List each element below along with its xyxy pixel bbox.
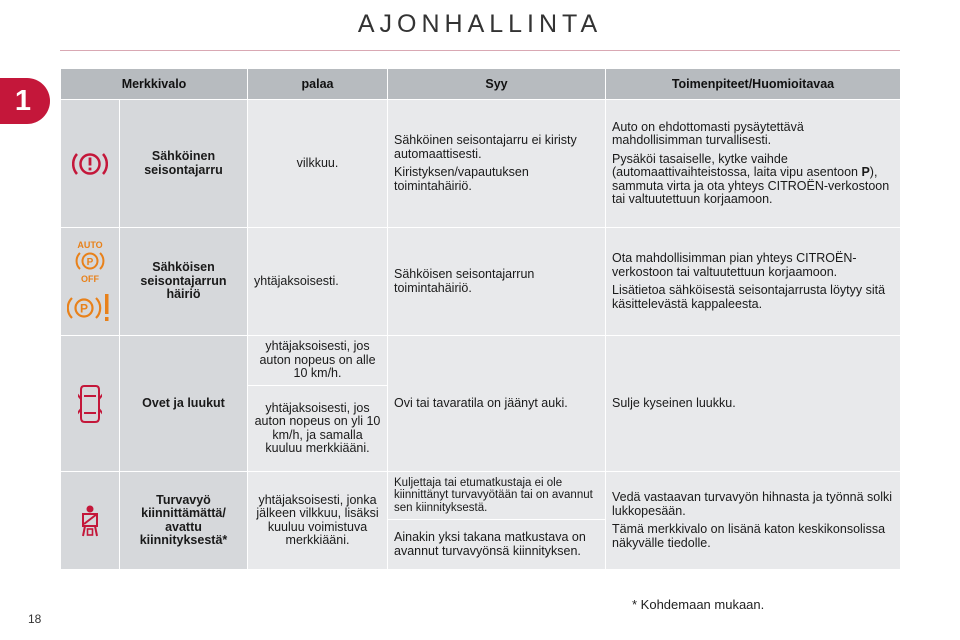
parking-brake-fault-icon (67, 291, 113, 325)
table-header-row (61, 69, 901, 100)
page-number: 18 (28, 612, 42, 626)
footnote: * Kohdemaan mukaan. (632, 597, 765, 612)
indicator-name: Sähköisen seisontajarrun häiriö (120, 228, 248, 336)
action-cell (606, 472, 901, 570)
action-text: Vedä vastaavan turvavyön hihnasta ja työnnä solki lukkopesään. (612, 490, 893, 518)
lit-cell: yhtäjaksoisesti, jos auton nopeus on alle 10 km/h. (248, 336, 388, 386)
chapter-tab: 1 (0, 78, 50, 124)
action-text: Tämä merkkivalo on lisänä katon keskikonsolissa näkyvälle tiedolle. (612, 522, 886, 550)
row-icon-cell (61, 228, 120, 336)
brake-warning-icon (72, 149, 108, 179)
header-cause: Syy (388, 69, 606, 100)
action-text-part: ), sammuta virta ja ota yhteys CITROËN-verkostoon tai valtuutettuun korjaamoon. (612, 165, 890, 206)
row-icon-cell (61, 472, 120, 570)
action-cell (606, 100, 901, 228)
table-row (61, 336, 901, 386)
cause-cell (388, 100, 606, 228)
indicator-name: Turvavyö kiinnittämättä/ avattu kiinnityksestä* (120, 472, 248, 570)
lit-cell: yhtäjaksoisesti, jonka jälkeen vilkkuu, lisäksi kuuluu voimistuva merkkiääni. (248, 472, 388, 570)
lit-cell: vilkkuu. (248, 100, 388, 228)
row-icon-cell (61, 100, 120, 228)
action-text (612, 153, 894, 207)
header-lit: palaa (248, 69, 388, 100)
action-cell (606, 228, 901, 336)
auto-label: AUTO (77, 239, 103, 250)
header-indicator: Merkkivalo (61, 69, 248, 100)
cause-cell: Ovi tai tavaratila on jäänyt auki. (388, 336, 606, 472)
door-open-icon (78, 383, 102, 425)
header-action: Toimenpiteet/Huomioitavaa (606, 69, 901, 100)
seatbelt-unfastened-icon (78, 504, 102, 538)
indicator-table (60, 68, 901, 570)
cause-cell: Sähköisen seisontajarrun toimintahäiriö. (388, 228, 606, 336)
page-title: AJONHALLINTA (357, 10, 603, 38)
table-row (61, 228, 901, 336)
cause-text: Kiristyksen/vapautuksen toimintahäiriö. (394, 165, 529, 193)
auto-park-icon (72, 239, 108, 285)
row-icon-cell (61, 336, 120, 472)
cause-text: Sähköinen seisontajarru ei kiristy automaattisesti. (394, 133, 577, 161)
indicator-name: Sähköinen seisontajarru (120, 100, 248, 228)
cause-cell: Kuljettaja tai etumatkustaja ei ole kiinnittänyt turvavyötään tai on avannut sen kiinnityksestä. (388, 472, 606, 520)
title-divider (60, 50, 900, 51)
gear-position: P (861, 165, 870, 179)
park-letter: P (86, 256, 94, 268)
action-text: Auto on ehdottomasti pysäytettävä mahdollisimman turvallisesti. (612, 119, 804, 147)
lit-cell: yhtäjaksoisesti. (248, 228, 388, 336)
off-label: OFF (81, 273, 99, 284)
indicator-name: Ovet ja luukut (120, 336, 248, 472)
action-text: Lisätietoa sähköisestä seisontajarrusta löytyy sitä käsittelevästä kappaleesta. (612, 283, 886, 311)
action-text-part: Pysäköi tasaiselle, kytke vaihde (automaattivaihteistossa, laita vipu asentoon (612, 151, 862, 179)
action-cell: Sulje kyseinen luukku. (606, 336, 901, 472)
lit-cell: yhtäjaksoisesti, jos auton nopeus on yli 10 km/h, ja samalla kuuluu merkkiääni. (248, 386, 388, 472)
cause-cell: Ainakin yksi takana matkustava on avannut turvavyönsä kiinnityksen. (388, 520, 606, 570)
table-row (61, 472, 901, 520)
table-row (61, 100, 901, 228)
action-text: Ota mahdollisimman pian yhteys CITROËN-verkostoon tai valtuutettuun korjaamoon. (612, 251, 857, 279)
park-letter: P (79, 301, 89, 315)
